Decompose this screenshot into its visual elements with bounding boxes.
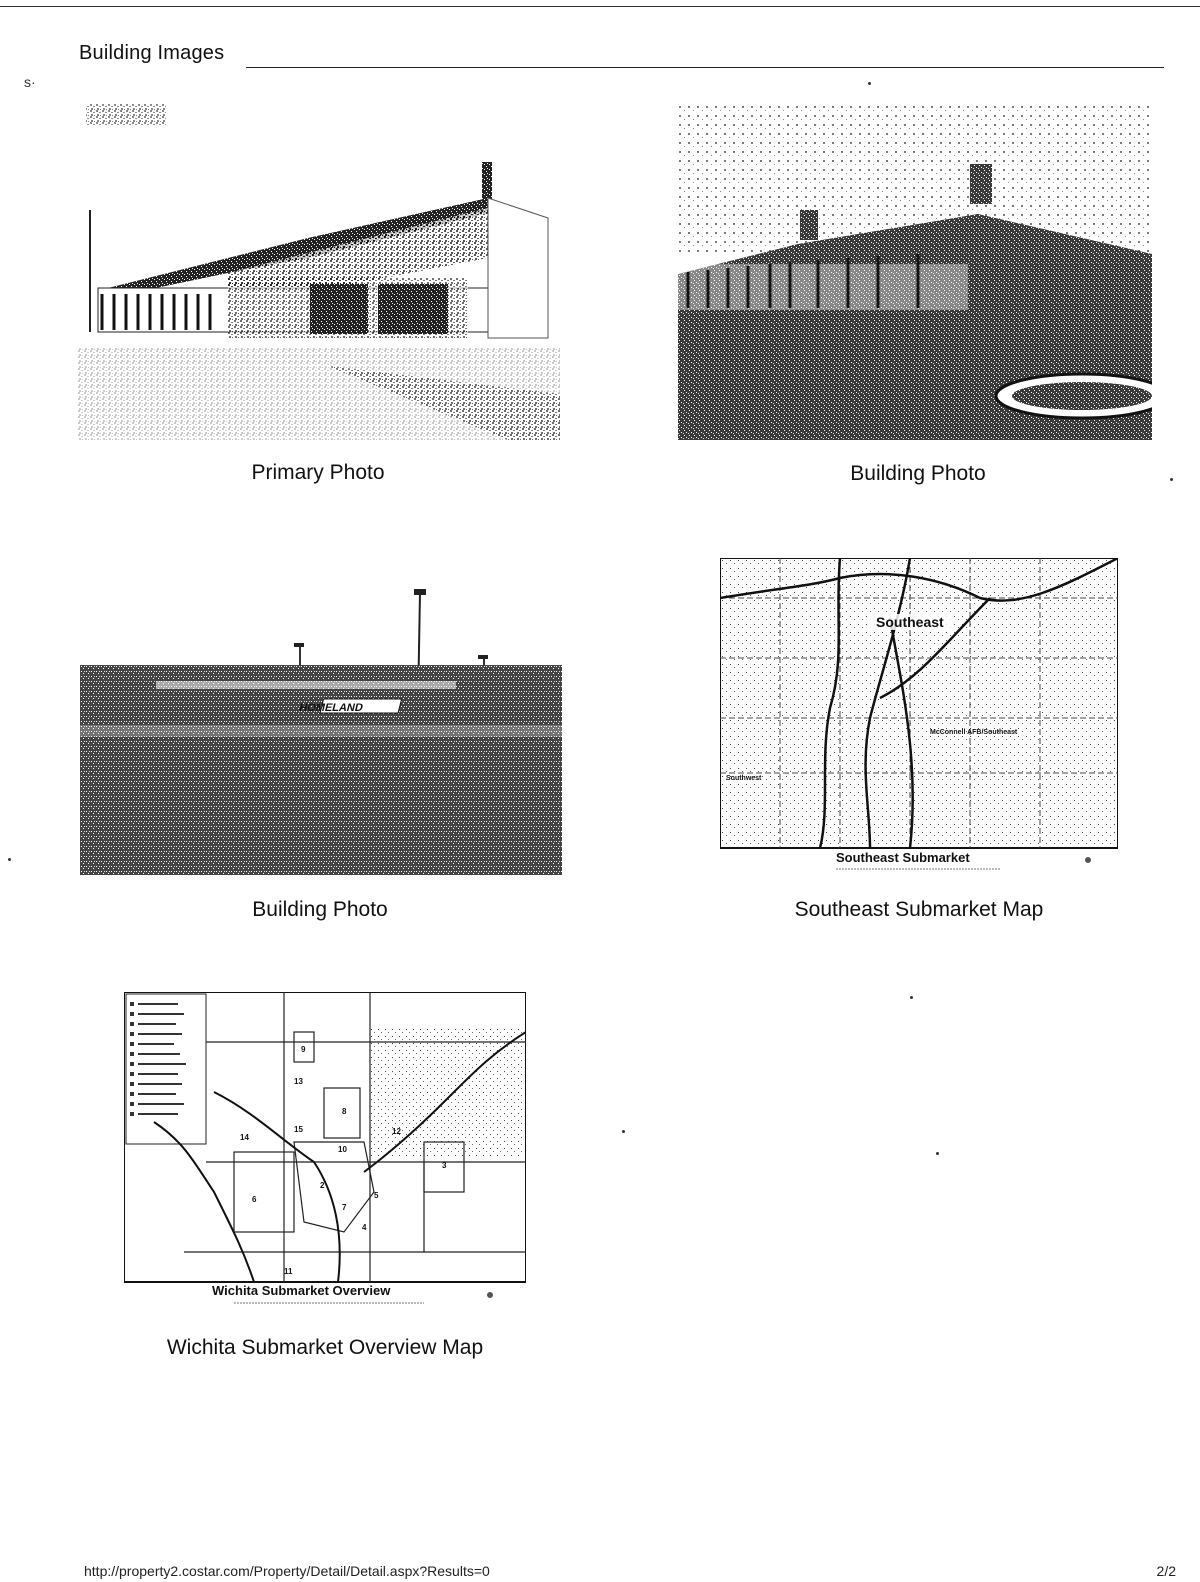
wichita-submarket-overview-map <box>124 992 526 1306</box>
margin-mark: s· <box>24 74 36 90</box>
scan-speck <box>8 858 11 861</box>
title-rule <box>246 67 1164 68</box>
scan-speck <box>936 1152 939 1155</box>
building-photo-2-caption: Building Photo <box>252 898 388 921</box>
footer-url: http://property2.costar.com/Property/Detail/Detail.aspx?Results=0 <box>84 1563 490 1579</box>
top-border-line <box>0 6 1200 7</box>
submarket-label-13: 13 <box>294 1077 303 1086</box>
southeast-map-caption: Southeast Submarket Map <box>794 898 1044 921</box>
submarket-label-10: 10 <box>338 1145 347 1154</box>
submarket-label-6: 6 <box>252 1195 257 1204</box>
submarket-label-9: 9 <box>301 1045 306 1054</box>
submarket-label-7: 7 <box>342 1203 347 1212</box>
page-title: Building Images <box>79 42 225 64</box>
submarket-label-15: 15 <box>294 1125 303 1134</box>
map-label-mcconnell: McConnell AFB/Southeast <box>930 729 1018 736</box>
submarket-label-4: 4 <box>362 1223 367 1232</box>
primary-photo-caption: Primary Photo <box>251 461 385 484</box>
submarket-label-5: 5 <box>374 1191 379 1200</box>
scan-speck <box>868 82 871 85</box>
submarket-label-2: 2 <box>320 1181 325 1190</box>
submarket-label-11: 11 <box>284 1267 293 1276</box>
building-photo-1-caption: Building Photo <box>850 462 986 485</box>
homeland-sign-text: HOMELAND <box>297 702 365 714</box>
map-label-southwest: Southwest <box>726 775 762 782</box>
southeast-submarket-map <box>720 558 1118 876</box>
submarket-label-8: 8 <box>342 1107 347 1116</box>
building-photo-1 <box>678 104 1152 440</box>
submarket-label-14: 14 <box>240 1133 249 1142</box>
submarket-label-12: 12 <box>392 1127 401 1136</box>
scan-speck <box>1170 478 1173 481</box>
wichita-map-caption: Wichita Submarket Overview Map <box>166 1336 484 1359</box>
southeast-map-title: Southeast Submarket <box>836 850 970 865</box>
building-photo-2 <box>80 585 562 875</box>
submarket-label-3: 3 <box>442 1161 447 1170</box>
wichita-map-title: Wichita Submarket Overview <box>212 1283 391 1298</box>
scan-speck <box>910 996 913 999</box>
scan-speck <box>622 1130 625 1133</box>
primary-photo <box>78 98 560 440</box>
map-label-southeast: Southeast <box>876 614 944 630</box>
footer-page-number: 2/2 <box>1156 1563 1176 1579</box>
